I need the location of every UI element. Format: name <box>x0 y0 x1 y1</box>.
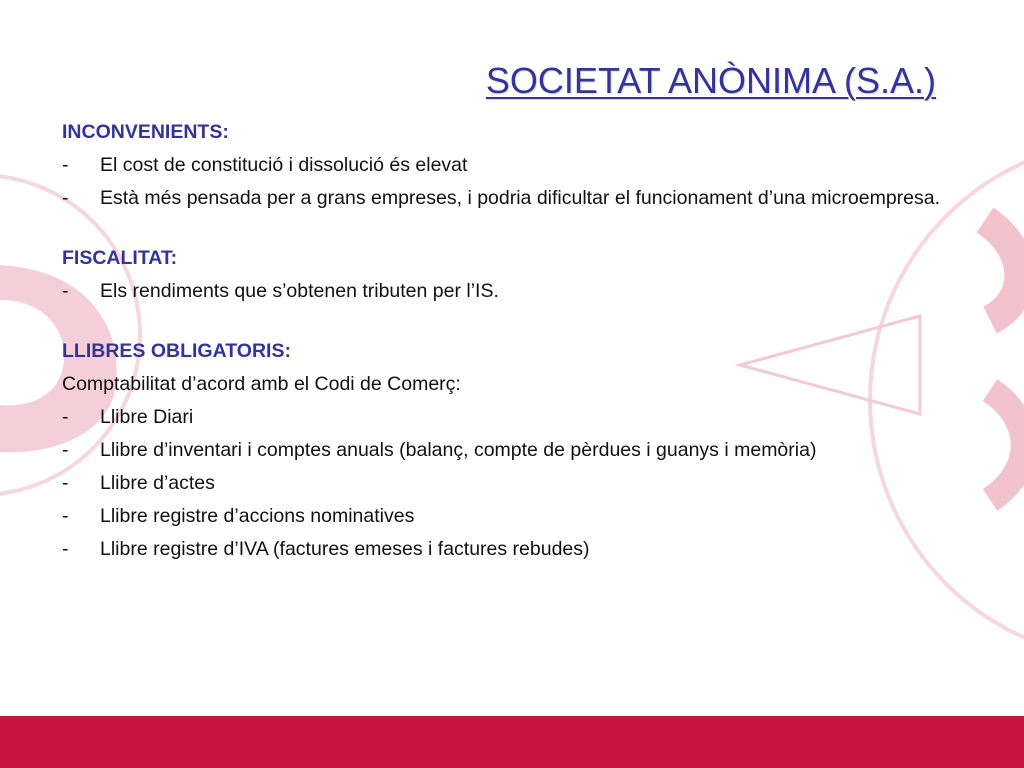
bullet-dash: - <box>62 505 69 527</box>
section-spacer <box>62 308 942 335</box>
list-item-text: Llibre registre d’IVA (factures emeses i factures rebudes) <box>100 538 590 560</box>
section-heading: LLIBRES OBLIGATORIS: <box>62 340 291 362</box>
decor-arc-right <box>985 220 1019 320</box>
list-item-text: Llibre d’inventari i comptes anuals (balanç, compte de pèrdues i guanys i memòria) <box>100 439 817 461</box>
list-item-text: Llibre d’actes <box>100 472 215 494</box>
bullet-dash: - <box>62 154 69 176</box>
footer-bar <box>0 716 1024 768</box>
list-item <box>62 434 942 467</box>
list-item <box>62 467 942 500</box>
section-heading: FISCALITAT: <box>62 247 178 269</box>
section-fiscalitat <box>62 242 942 308</box>
section-heading: INCONVENIENTS: <box>62 121 229 143</box>
list-item-text: El cost de constitució i dissolució és elevat <box>100 154 468 176</box>
list-item <box>62 533 942 566</box>
list-item-text: Està més pensada per a grans empreses, i podria dificultar el funcionament d’una microempresa. <box>100 187 941 209</box>
slide-content <box>62 116 942 566</box>
list-item <box>62 500 942 533</box>
bullet-dash: - <box>62 472 69 494</box>
bullet-dash: - <box>62 406 69 428</box>
slide-title: SOCIETAT ANÒNIMA (S.A.) <box>485 60 936 101</box>
bullet-dash: - <box>62 538 69 560</box>
section-spacer <box>62 215 942 242</box>
section-intro: Comptabilitat d’acord amb el Codi de Comerç: <box>62 373 461 395</box>
list-item-text: Llibre Diari <box>100 406 194 428</box>
list-item <box>62 149 942 182</box>
list-item <box>62 401 942 434</box>
bullet-dash: - <box>62 187 69 209</box>
list-item <box>62 275 942 308</box>
bullet-dash: - <box>62 280 69 302</box>
bullet-dash: - <box>62 439 69 461</box>
decor-arc-right-lower <box>990 390 1024 500</box>
list-item <box>62 182 942 215</box>
list-item-text: Llibre registre d’accions nominatives <box>100 505 415 527</box>
list-item-text: Els rendiments que s’obtenen tributen per l’IS. <box>100 280 499 302</box>
section-llibres-obligatoris <box>62 335 942 566</box>
section-inconvenients <box>62 116 942 215</box>
